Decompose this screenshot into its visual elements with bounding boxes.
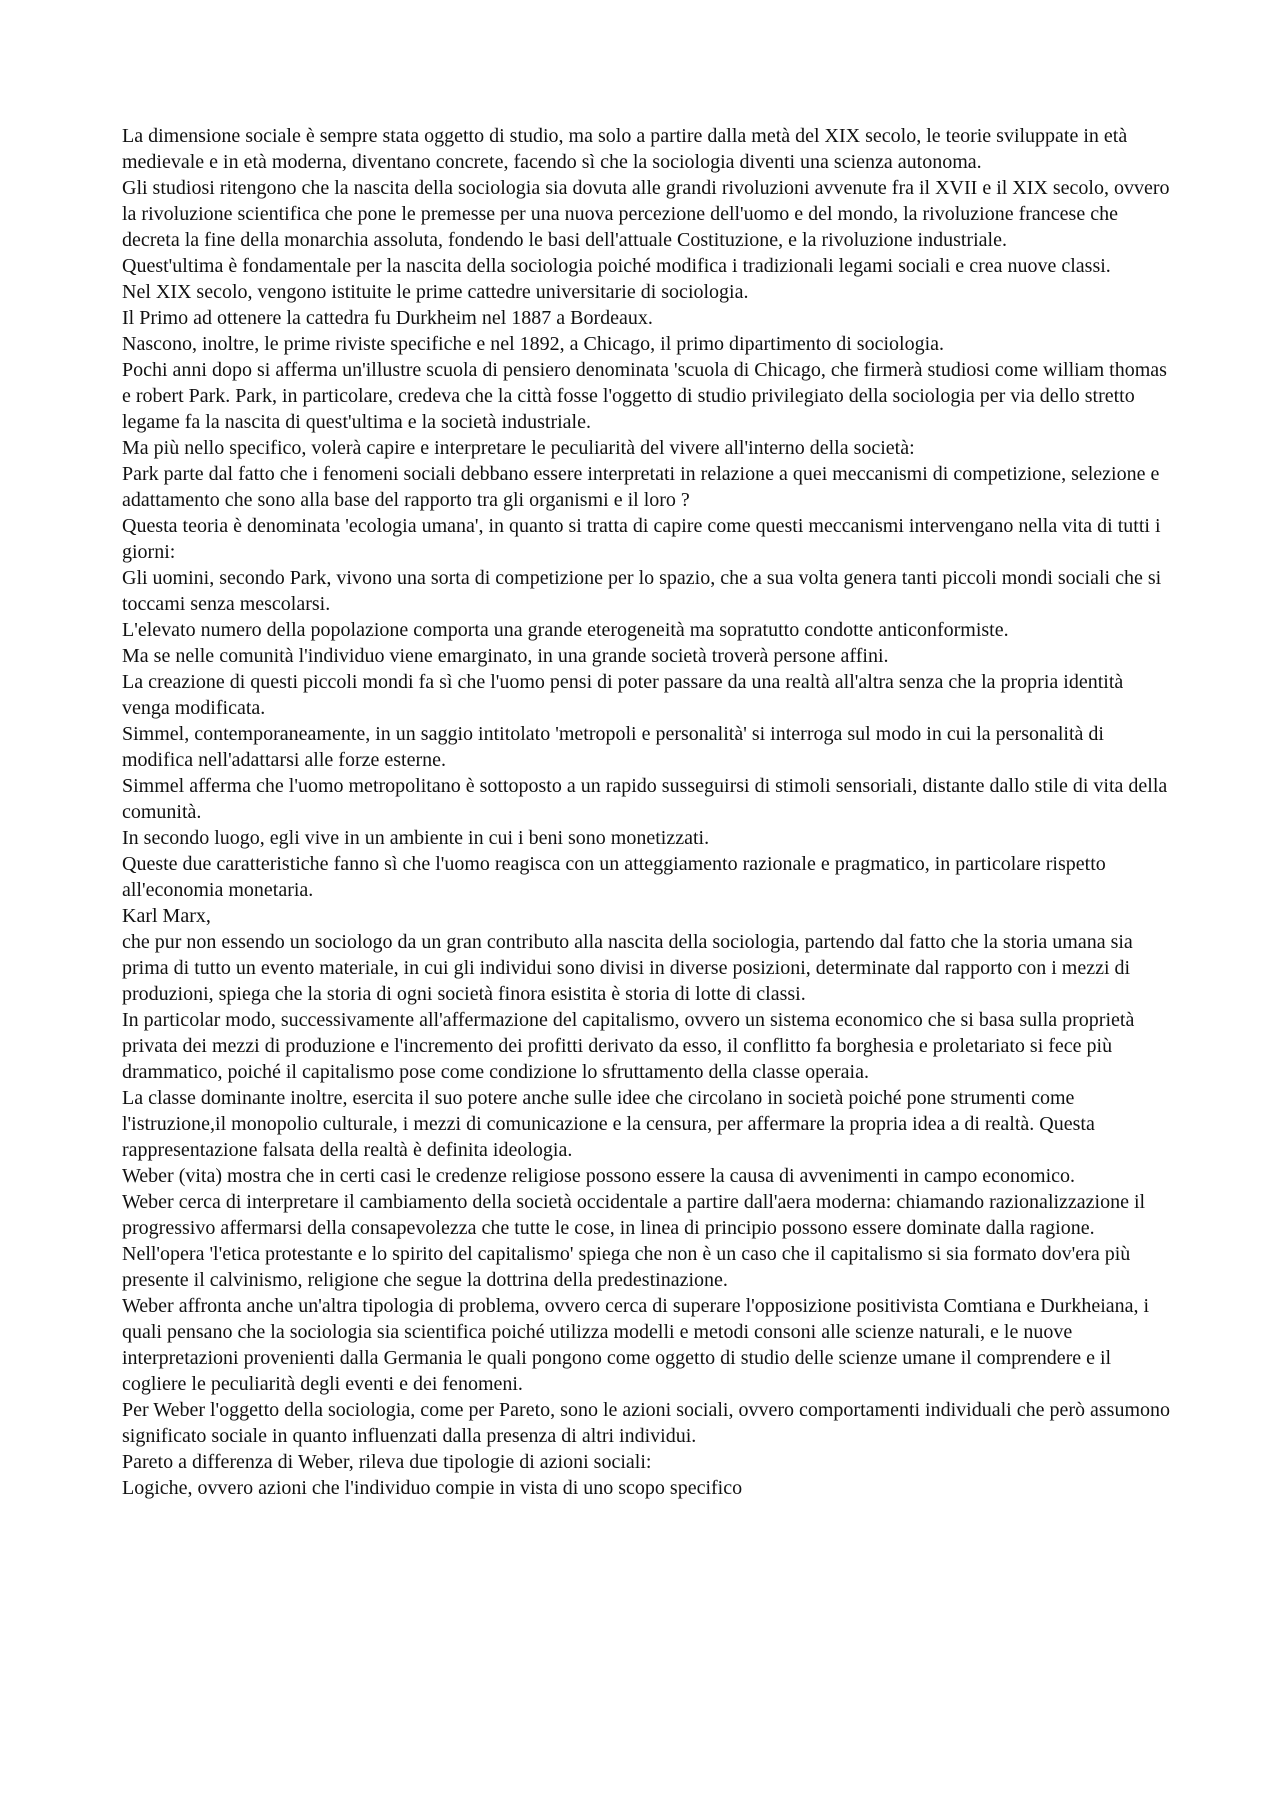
paragraph: Nascono, inoltre, le prime riviste specifiche e nel 1892, a Chicago, il primo dipartimento di sociologia. — [122, 333, 945, 355]
paragraph: Weber cerca di interpretare il cambiamento della società occidentale a partire dall'aera moderna: chiamando razionalizzazione il progressivo affermarsi della consapevolezza che tutte le cose, in linea di principio possono essere dominate dalla ragione. — [122, 1191, 1146, 1239]
paragraph: Pareto a differenza di Weber, rileva due tipologie di azioni sociali: — [122, 1451, 652, 1473]
paragraph: Karl Marx, — [122, 905, 211, 927]
paragraph: Queste due caratteristiche fanno sì che l'uomo reagisca con un atteggiamento razionale e pragmatico, in particolare rispetto all'economia monetaria. — [122, 853, 1106, 901]
paragraph: Questa teoria è denominata 'ecologia umana', in quanto si tratta di capire come questi meccanismi intervengano nella vita di tutti i giorni: — [122, 515, 1161, 563]
paragraph: Weber (vita) mostra che in certi casi le credenze religiose possono essere la causa di avvenimenti in campo economico. — [122, 1165, 1076, 1187]
paragraph: Ma più nello specifico, volerà capire e interpretare le peculiarità del vivere all'interno della società: — [122, 437, 915, 459]
paragraph: Park parte dal fatto che i fenomeni sociali debbano essere interpretati in relazione a quei meccanismi di competizione, selezione e adattamento che sono alla base del rapporto tra gli organismi e il loro ? — [122, 463, 1160, 511]
paragraph: Il Primo ad ottenere la cattedra fu Durkheim nel 1887 a Bordeaux. — [122, 307, 653, 329]
paragraph: Quest'ultima è fondamentale per la nascita della sociologia poiché modifica i tradizionali legami sociali e crea nuove classi. — [122, 255, 1111, 277]
paragraph: La classe dominante inoltre, esercita il suo potere anche sulle idee che circolano in società poiché pone strumenti come l'istruzione,il monopolio culturale, i mezzi di comunicazione e la censura, per affermare la propria idea a di realtà. Questa rappresentazione falsata della realtà è definita ideologia. — [122, 1087, 1095, 1161]
paragraph: In secondo luogo, egli vive in un ambiente in cui i beni sono monetizzati. — [122, 827, 710, 849]
paragraph: La creazione di questi piccoli mondi fa sì che l'uomo pensi di poter passare da una realtà all'altra senza che la propria identità venga modificata. — [122, 671, 1124, 719]
paragraph: In particolar modo, successivamente all'affermazione del capitalismo, ovvero un sistema economico che si basa sulla proprietà privata dei mezzi di produzione e l'incremento dei profitti derivato da esso, il conflitto fa borghesia e proletariato si fece più drammatico, poiché il capitalismo pose come condizione lo sfruttamento della classe operaia. — [122, 1009, 1135, 1083]
paragraph: Nell'opera 'l'etica protestante e lo spirito del capitalismo' spiega che non è un caso che il capitalismo si sia formato dov'era più presente il calvinismo, religione che segue la dottrina della predestinazione. — [122, 1243, 1131, 1291]
paragraph: Ma se nelle comunità l'individuo viene emarginato, in una grande società troverà persone affini. — [122, 645, 889, 667]
paragraph: L'elevato numero della popolazione comporta una grande eterogeneità ma sopratutto condotte anticonformiste. — [122, 619, 1009, 641]
paragraph: Nel XIX secolo, vengono istituite le prime cattedre universitarie di sociologia. — [122, 281, 749, 303]
paragraph: Logiche, ovvero azioni che l'individuo compie in vista di uno scopo specifico — [122, 1477, 743, 1499]
document-page — [122, 123, 1172, 1501]
paragraph: Per Weber l'oggetto della sociologia, come per Pareto, sono le azioni sociali, ovvero comportamenti individuali che però assumono significato sociale in quanto influenzati dalla presenza di altri individui. — [122, 1399, 1171, 1447]
paragraph: Simmel afferma che l'uomo metropolitano è sottoposto a un rapido susseguirsi di stimoli sensoriali, distante dallo stile di vita della comunità. — [122, 775, 1168, 823]
paragraph: La dimensione sociale è sempre stata oggetto di studio, ma solo a partire dalla metà del XIX secolo, le teorie sviluppate in età medievale e in età moderna, diventano concrete, facendo sì che la sociologia diventi una scienza autonoma. — [122, 125, 1128, 173]
paragraph: Gli studiosi ritengono che la nascita della sociologia sia dovuta alle grandi rivoluzioni avvenute fra il XVII e il XIX secolo, ovvero la rivoluzione scientifica che pone le premesse per una nuova percezione dell'uomo e del mondo, la rivoluzione francese che decreta la fine della monarchia assoluta, fondendo le basi dell'attuale Costituzione, e la rivoluzione industriale. — [122, 177, 1170, 251]
paragraph: Gli uomini, secondo Park, vivono una sorta di competizione per lo spazio, che a sua volta genera tanti piccoli mondi sociali che si toccami senza mescolarsi. — [122, 567, 1162, 615]
paragraph: Pochi anni dopo si afferma un'illustre scuola di pensiero denominata 'scuola di Chicago, che firmerà studiosi come william thomas e robert Park. Park, in particolare, credeva che la città fosse l'oggetto di studio privilegiato della sociologia per via dello stretto legame fa la nascita di quest'ultima e la società industriale. — [122, 359, 1167, 433]
paragraph: Weber affronta anche un'altra tipologia di problema, ovvero cerca di superare l'opposizione positivista Comtiana e Durkheiana, i quali pensano che la sociologia sia scientifica poiché utilizza modelli e metodi consoni alle scienze naturali, e le nuove interpretazioni provenienti dalla Germania le quali pongono come oggetto di studio delle scienze umane il comprendere e il cogliere le peculiarità degli eventi e dei fenomeni. — [122, 1295, 1150, 1395]
paragraph: che pur non essendo un sociologo da un gran contributo alla nascita della sociologia, partendo dal fatto che la storia umana sia prima di tutto un evento materiale, in cui gli individui sono divisi in diverse posizioni, determinate dal rapporto con i mezzi di produzioni, spiega che la storia di ogni società finora esistita è storia di lotte di classi. — [122, 931, 1133, 1005]
paragraph: Simmel, contemporaneamente, in un saggio intitolato 'metropoli e personalità' si interroga sul modo in cui la personalità di modifica nell'adattarsi alle forze esterne. — [122, 723, 1104, 771]
